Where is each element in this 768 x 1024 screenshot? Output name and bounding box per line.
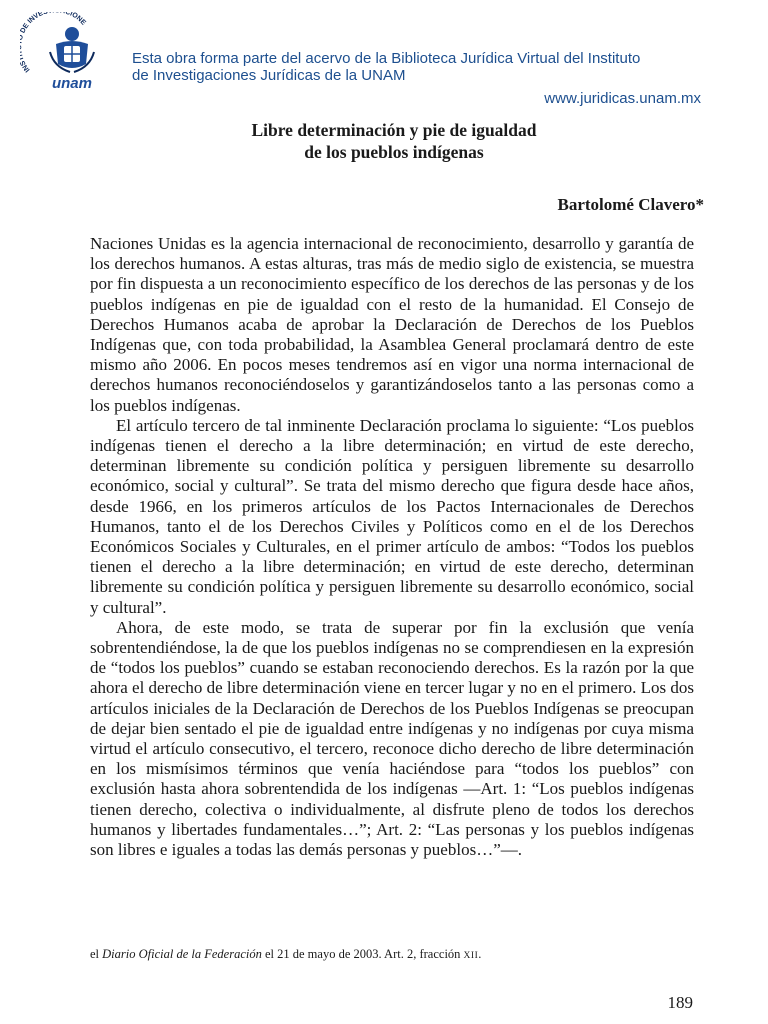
unam-iij-logo [20, 12, 120, 94]
footnote-suffix: . [478, 947, 482, 961]
article-body [90, 234, 694, 860]
footnote-prefix: el [90, 947, 103, 961]
logo-head-shape [65, 27, 79, 41]
article-title-line-2: de los pueblos indígenas [304, 142, 484, 162]
body-paragraph-1: Naciones Unidas es la agencia internacional de reconocimiento, desarrollo y garantía de los derechos humanos. A estas alturas, tras más de medio siglo de existencia, se muestra por fin dispuesta a un reconocimiento específico de los derechos de las personas y de los pueblos indígenas en pie de igualdad con el resto de la humanidad. El Consejo de Derechos Humanos acaba de aprobar la Declaración de Derechos de los Pueblos Indígenas que, con toda probabilidad, la Asamblea General proclamará dentro de este mismo año 2006. En pocos meses tendremos así en vigor una norma internacional de derechos humanos reconociéndoselos y garantizándoselos tanto a las personas como a los pueblos indígenas. [90, 234, 694, 415]
body-paragraph-2: El artículo tercero de tal inminente Declaración proclama lo siguiente: “Los pueblos indígenas tienen el derecho a la libre determinación; en virtud de este derecho, determinan libremente su condición política y persiguen libremente su desarrollo económico, social y cultural”. Se trata del mismo derecho que figura desde hace años, desde 1966, en los primeros artículos de los Pactos Internacionales de Derechos Humanos, tanto el de los Derechos Civiles y Políticos como en el de los Derechos Económicos Sociales y Culturales, en el primer artículo de ambos: “Todos los pueblos tienen el derecho a la libre determinación; en virtud de este derecho, determinan libremente su condición política y persiguen libremente su desarrollo económico, social y cultural”. [90, 415, 694, 617]
footnote-publication: Diario Oficial de la Federación [102, 947, 262, 961]
article-title-line-1: Libre determinación y pie de igualdad [251, 120, 537, 140]
body-paragraph-3: Ahora, de este modo, se trata de superar por fin la exclusión que venía sobrentendiéndose, la de que los pueblos indígenas no se comprendiesen en la expresión de “todos los pueblos” cuando se estaban reconociendo derechos. Es la razón por la que ahora el derecho de libre determinación viene en tercer lugar y no en el primero. Los dos artículos iniciales de la Declaración de Derechos de los Pueblos Indígenas se preocupan de dejar bien sentado el pie de igualdad entre indígenas y no indígenas por cuya misma virtud el artículo consecutivo, el tercero, reconoce dicho derecho de libre determinación en los mismísimos términos que venía haciéndose para “todos los pueblos” con exclusión hasta ahora sobrentendida de los indígenas —Art. 1: “Los pueblos indígenas tienen derecho, colectiva o individualmente, al disfrute pleno de todos los derechos humanos y libertades fundamentales…”; Art. 2: “Las personas y los pueblos indígenas son libres e iguales a todas las demás personas y pueblos…”—. [90, 617, 694, 860]
logo-wordmark: unam [51, 75, 93, 92]
repository-notice-line-2: de Investigaciones Jurídicas de la UNAM [132, 67, 406, 84]
repository-notice [132, 50, 752, 84]
institution-seal-icon [20, 12, 120, 94]
article-title [0, 119, 768, 163]
footnote-middle: el 21 de mayo de 2003. Art. 2, fracción [261, 947, 464, 961]
page-number: 189 [667, 993, 693, 1012]
site-url-link[interactable]: www.juridicas.unam.mx [544, 90, 701, 107]
footnote-fraction-numeral: XII [463, 951, 479, 961]
repository-notice-line-1: Esta obra forma parte del acervo de la Biblioteca Jurídica Virtual del Instituto [132, 50, 641, 67]
logo-arc-text: INS DE INVES CIONE [20, 12, 87, 74]
footnote [90, 946, 694, 964]
article-author: Bartolomé Clavero* [557, 195, 704, 214]
